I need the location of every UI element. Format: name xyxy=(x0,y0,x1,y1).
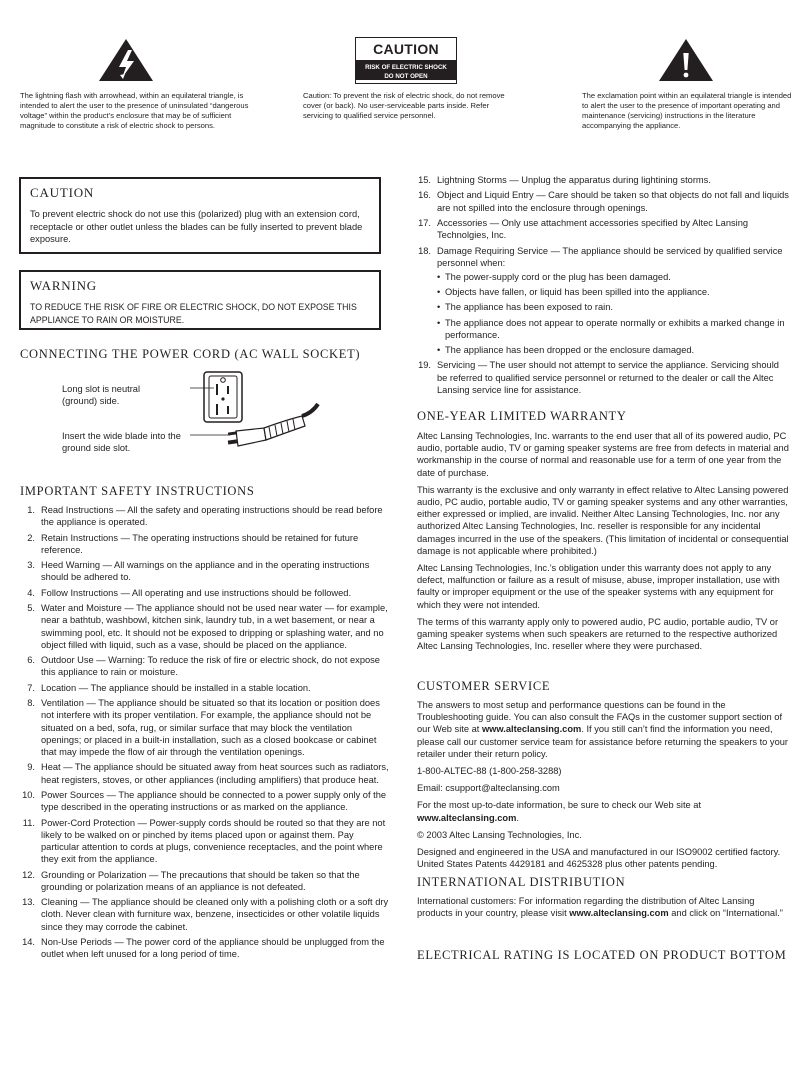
exclamation-description: The exclamation point within an equilateral triangle is intended to alert the user to the presence of important operating and maintenance (servicing) instructions in the literature accompanying the appliance. xyxy=(582,91,792,130)
exclamation-warning-icon xyxy=(657,37,715,83)
electrical-rating-heading: ELECTRICAL RATING IS LOCATED ON PRODUCT BOTTOM xyxy=(417,948,787,962)
list-number: 18. xyxy=(418,245,431,256)
caution-box xyxy=(19,177,381,254)
international-heading: INTERNATIONAL DISTRIBUTION xyxy=(417,875,626,889)
list-number: 1. xyxy=(27,505,35,515)
customer-service-body xyxy=(417,699,790,875)
text: . If you still can’t find the information you need, please call our customer service team for assistance before returning the speakers to your retailer under their return policy. xyxy=(417,724,789,759)
long-slot-label: Long slot is neutral (ground) side. xyxy=(62,384,141,407)
list-number: 16. xyxy=(418,190,431,201)
bullet-item: • The appliance has been dropped or the enclosure damaged. xyxy=(437,344,790,356)
warranty-paragraph: The terms of this warranty apply only to powered audio, PC audio, portable audio, TV or gaming speaker systems when such speakers are returned to the respective authorized Altec Lansing Technologies, Inc. reseller where they were purchased. xyxy=(417,616,779,652)
list-text: Power-Cord Protection — Power-supply cords should be routed so that they are not likely to be walked on or pinched by items placed upon or against them. Pay particular attention to cords at plugs, convenience receptacles, and the point where they exit from the appliance. xyxy=(41,817,386,865)
list-number: 13. xyxy=(22,897,35,908)
wide-blade-label: Insert the wide blade into the ground side slot. xyxy=(62,431,181,454)
list-number: 17. xyxy=(418,217,431,228)
list-text: Accessories — Only use attachment accessories specified by Altec Lansing Technolgies, Inc. xyxy=(437,217,749,241)
list-text: Follow Instructions — All operating and use instructions should be followed. xyxy=(41,587,352,598)
warning-box-title: WARNING xyxy=(30,278,97,293)
bullet-item: • Objects have fallen, or liquid has been spilled into the appliance. xyxy=(437,286,790,298)
list-text: Location — The appliance should be installed in a stable location. xyxy=(41,682,311,693)
warning-box-text: TO REDUCE THE RISK OF FIRE OR ELECTRIC SHOCK, DO NOT EXPOSE THIS APPLIANCE TO RAIN OR MOISTURE. xyxy=(30,302,357,325)
customer-service-heading: CUSTOMER SERVICE xyxy=(417,679,551,693)
list-text: Damage Requiring Service — The appliance should be serviced by qualified service personnel when: xyxy=(437,245,783,268)
list-text: Ventilation — The appliance should be situated so that its location or position does not interfere with its proper ventilation. For example, the appliance should not be situated on a bed, sofa, rug, or similar surface that may block the ventilation openings; or placed in a built-in installation, such as a closed bookcase or cabinet that may impede the flow of air through the ventilation openings. xyxy=(41,698,380,757)
international-body xyxy=(417,895,790,924)
list-item xyxy=(20,587,392,599)
list-item xyxy=(20,559,392,583)
list-text: Lightning Storms — Unplug the apparatus during lightining storms. xyxy=(437,175,711,185)
list-text: Cleaning — The appliance should be cleaned only with a polishing cloth or a soft dry cloth. Never clean with furniture wax, benzene, insecticides or other volatile liquids since they may corrode the cabinet. xyxy=(41,897,389,932)
list-number: 9. xyxy=(27,762,35,773)
list-number: 10. xyxy=(22,789,35,800)
list-number: 4. xyxy=(27,587,35,598)
list-text: Outdoor Use — Warning: To reduce the risk of fire or electric shock, do not expose this appliance to rain or moisture. xyxy=(41,655,380,678)
list-item xyxy=(20,682,392,694)
list-item xyxy=(20,869,392,893)
warranty-paragraph: Altec Lansing Technologies, Inc. warrants to the end user that all of its powered audio, PC audio, portable audio, TV or gaming speaker systems are free from defects in material and workmanship in the course of normal and reasonable use for a term of one year from the date of purchase. xyxy=(417,431,789,478)
text: For the most up-to-date information, be sure to check our Web site at xyxy=(417,800,702,811)
list-item xyxy=(20,761,392,785)
customer-service-paragraph xyxy=(417,699,790,760)
damage-bullets xyxy=(437,271,790,356)
list-item xyxy=(20,817,392,866)
bullet-item: • The appliance does not appear to operate normally or exhibits a marked change in performance. xyxy=(437,317,790,341)
lightning-warning-icon xyxy=(97,37,155,83)
text: and click on “International.” xyxy=(668,908,783,919)
safety-list-continued xyxy=(416,174,790,399)
bullet-item: • The appliance has been exposed to rain. xyxy=(437,301,790,313)
list-item xyxy=(416,359,790,396)
phone-number: 1-800-ALTEC-88 (1-800-258-3288) xyxy=(417,766,562,777)
list-text: Heed Warning — All warnings on the appliance and in the operating instructions should be adhered to. xyxy=(41,560,370,583)
international-paragraph xyxy=(417,895,790,919)
list-item xyxy=(416,245,790,357)
list-text: Grounding or Polarization — The precautions that should be taken so that the grounding or polarization means of an appliance is not defeated. xyxy=(41,869,360,892)
caution-description: Caution: To prevent the risk of electric shock, do not remove cover (or back). No user-serviceable parts inside. Refer servicing to qualified service personnel. xyxy=(303,91,505,120)
list-number: 7. xyxy=(27,682,35,693)
customer-service-paragraph xyxy=(417,799,790,823)
copyright: © 2003 Altec Lansing Technologies, Inc. xyxy=(417,829,582,840)
caution-label xyxy=(355,37,457,84)
list-number: 2. xyxy=(27,532,35,543)
list-number: 15. xyxy=(418,175,431,185)
power-cord-heading: CONNECTING THE POWER CORD (AC WALL SOCKET) xyxy=(20,347,361,361)
list-item xyxy=(20,532,392,556)
list-number: 14. xyxy=(22,936,35,947)
caution-box-text: To prevent electric shock do not use this (polarized) plug with an extension cord, receptacle or other outlet unless the blades can be fully inserted to prevent blade exposure. xyxy=(30,209,363,244)
list-number: 11. xyxy=(22,817,35,828)
website-link[interactable]: www.alteclansing.com xyxy=(569,908,669,919)
list-text: Servicing — The user should not attempt to service the appliance. Servicing should be referred to qualified service personnel or returned to the dealer or call the Altec Lansing service line for assistance. xyxy=(437,360,779,395)
lightning-description: The lightning flash with arrowhead, within an equilateral triangle, is intended to alert the user to the presence of uninsulated “dangerous voltage” within the product’s enclosure that may be of sufficient magnitude to constitute a risk of electric shock to persons. xyxy=(20,91,249,130)
warranty-body xyxy=(417,430,790,657)
list-text: Water and Moisture — The appliance should not be used near water — for example, near a bathtub, washbowl, kitchen sink, laundry tub, in a wet basement, or near a swimming pool, etc. It should not be exposed to dripping or splashing water, and no object filled with liquid, such as a vase, should be placed on the appliance. xyxy=(41,603,388,650)
outlet-plug-diagram xyxy=(190,368,320,460)
list-item xyxy=(20,697,392,758)
support-email: Email: csupport@alteclansing.com xyxy=(417,783,560,794)
caution-label-sub2: DO NOT OPEN xyxy=(384,73,428,80)
list-number: 5. xyxy=(27,603,35,614)
caution-box-title: CAUTION xyxy=(30,185,95,200)
caution-label-title: CAUTION xyxy=(373,41,439,57)
list-item xyxy=(20,896,392,933)
list-item xyxy=(20,602,392,651)
list-text: Heat — The appliance should be situated away from heat sources such as radiators, heat registers, stoves, or other appliances (including amplifiers) that produce heat. xyxy=(41,762,389,785)
list-number: 6. xyxy=(27,655,35,666)
list-item xyxy=(20,504,392,528)
list-text: Power Sources — The appliance should be connected to a power supply only of the type described in the operating instructions or as marked on the appliance. xyxy=(41,789,387,813)
website-link[interactable]: www.alteclansing.com xyxy=(481,724,582,735)
warning-box xyxy=(19,270,381,330)
website-link[interactable]: www.alteclansing.com xyxy=(417,812,517,823)
caution-label-subtitle xyxy=(356,60,456,80)
list-text: Read Instructions — All the safety and operating instructions should be read before the appliance is operated. xyxy=(41,505,383,528)
list-text: Object and Liquid Entry — Care should be taken so that objects do not fall and liquids are not spilled into the enclosure through openings. xyxy=(437,190,789,213)
list-item xyxy=(20,654,392,678)
manufacturing-note: Designed and engineered in the USA and manufactured in our ISO9002 certified factory. United States Patents 4429181 and 4625328 plus other patents pending. xyxy=(417,847,781,870)
list-item xyxy=(20,789,392,813)
list-item xyxy=(20,936,392,960)
list-text: Retain Instructions — The operating instructions should be retained for future reference. xyxy=(41,532,359,555)
list-text: Non-Use Periods — The power cord of the appliance should be unplugged from the outlet when left unused for a long period of time. xyxy=(41,936,385,960)
text: The answers to most setup and performance questions can be found in the Troubleshooting guide. You can also consult the FAQs in the customer support section of our Web site at xyxy=(417,700,783,735)
list-item xyxy=(416,217,790,241)
list-number: 19. xyxy=(418,360,431,371)
list-number: 3. xyxy=(27,560,35,571)
warranty-paragraph: Altec Lansing Technologies, Inc.’s obligation under this warranty does not apply to any defect, malfunction or failure as a result of misuse, abuse, improper installation, use with faulty or improper equipment or the use of the speaker systems with any equipment for which they were not intended. xyxy=(417,563,780,610)
warranty-paragraph: This warranty is the exclusive and only warranty in effect relative to Altec Lansing powered audio, PC audio, portable audio, TV or gaming speaker systems and any other warranties, either expressed or implied, are invalid. Neither Altec Lansing Technologies, Inc. nor any authorized Altec Lansing Technologies, Inc. reseller is responsible for any incidental damages incurred in the use of the speakers. (This limitation of incidental or consequential damage is not applicable where prohibited.) xyxy=(417,484,789,556)
list-number: 12. xyxy=(22,869,35,880)
list-item xyxy=(416,189,790,213)
list-number: 8. xyxy=(27,698,35,709)
safety-list xyxy=(20,504,392,964)
warranty-heading: ONE-YEAR LIMITED WARRANTY xyxy=(417,409,627,423)
text: . xyxy=(516,812,519,823)
caution-label-sub1: RISK OF ELECTRIC SHOCK xyxy=(365,64,447,71)
text: International customers: For information regarding the distribution of Altec Lansing products in your country, please visit xyxy=(417,896,755,919)
safety-heading: IMPORTANT SAFETY INSTRUCTIONS xyxy=(20,484,255,498)
bullet-item: • The power-supply cord or the plug has been damaged. xyxy=(437,271,790,283)
list-item xyxy=(416,174,790,186)
